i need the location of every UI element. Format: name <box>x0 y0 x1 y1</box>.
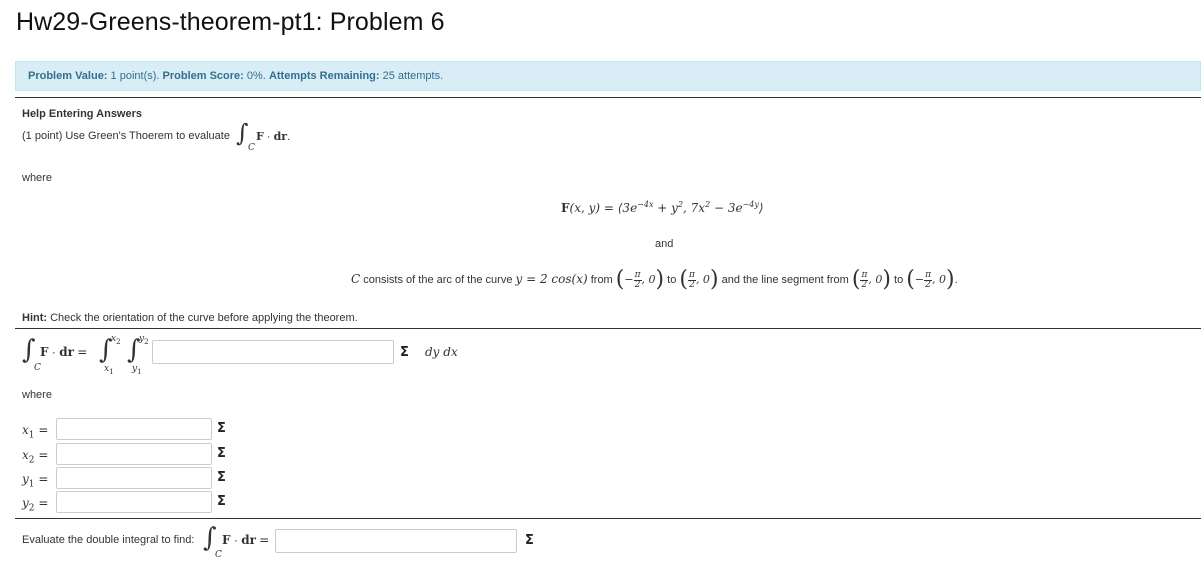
help-entering-answers-link[interactable]: Help Entering Answers <box>22 108 143 120</box>
equation-editor-icon[interactable]: Σ <box>217 494 226 509</box>
intro-text: (1 point) Use Green's Thoerem to evaluate <box>22 130 230 142</box>
x2-input[interactable] <box>56 443 212 465</box>
upper-limit-x2: $x_2$ <box>111 334 121 346</box>
lower-limit-y1: $y_1$ <box>132 364 142 376</box>
inner-integral-icon: ∫ <box>127 335 141 365</box>
integral-subscript-c: C <box>215 550 222 560</box>
equation-editor-icon[interactable]: Σ <box>400 345 409 360</box>
lower-limit-x1: $x_1$ <box>104 364 114 376</box>
divider-bottom <box>15 518 1201 519</box>
where-text: where <box>22 172 52 184</box>
line-integral-icon: ∫ <box>22 335 36 365</box>
equation-editor-icon[interactable]: Σ <box>217 446 226 461</box>
line-integral-icon: ∫ <box>203 523 217 553</box>
problem-value-label: Problem Value: <box>28 70 108 82</box>
page-title: Hw29-Greens-theorem-pt1: Problem 6 <box>16 8 445 36</box>
upper-limit-y2: $y_2$ <box>139 334 149 346</box>
integral-subscript-c: C <box>34 363 41 373</box>
banner-text <box>28 70 443 82</box>
x1-label: $x_1$ = <box>22 423 49 441</box>
integrand-input[interactable] <box>152 340 394 364</box>
problem-score-label: Problem Score: <box>162 70 244 82</box>
divider-top <box>15 97 1201 98</box>
outer-integral-icon: ∫ <box>99 335 113 365</box>
problem-score: 0%. <box>246 70 266 82</box>
y1-label: $y_1$ = <box>22 472 49 490</box>
x1-input[interactable] <box>56 418 212 440</box>
where-text-2: where <box>22 389 52 401</box>
equation-editor-icon[interactable]: Σ <box>217 421 226 436</box>
f-dr-equals-final: F · dr = <box>222 533 270 547</box>
problem-info-banner <box>15 61 1201 91</box>
vector-field-formula: F(x, $y) = ⟨3e^{-4x} + y^2$, $7x^2$ − $3e^{-4y}⟩$ <box>561 200 764 215</box>
divider-middle <box>15 328 1201 329</box>
segment-text: and the line segment from <box>721 274 849 286</box>
result-input[interactable] <box>275 529 517 553</box>
x2-label: $x_2$ = <box>22 448 49 466</box>
from-text: from <box>590 274 613 286</box>
to-text: to <box>667 274 677 286</box>
y2-input[interactable] <box>56 491 212 513</box>
line-integral-icon: ∫ <box>236 119 249 147</box>
curve-prefix: consists of the arc of the curve <box>363 274 513 286</box>
hint <box>22 312 358 324</box>
hint-text: Check the orientation of the curve before applying the theorem. <box>50 312 358 324</box>
problem-value: 1 point(s). <box>110 70 160 82</box>
curve-description: C consists of the arc of the curve y = 2 cos(x) from (− $\frac{\pi}{2}$ , 0) to ( $\frac{\pi}{2}$ , 0) and the line segment from ( $\frac{\pi}{2}$ , 0) to (− $\frac{\pi}{2}$ , 0). <box>351 267 958 293</box>
evaluate-text: Evaluate the double integral to find: <box>22 534 195 546</box>
f-dr-equals: F · dr = <box>40 345 88 359</box>
problem-intro <box>22 130 230 142</box>
attempts-remaining: 25 attempts. <box>382 70 444 82</box>
integrand-f-dr: F · dr. <box>256 130 291 143</box>
attempts-label: Attempts Remaining: <box>268 70 380 82</box>
dy-dx-text: dy dx <box>425 345 458 359</box>
and-text: and <box>655 238 674 250</box>
y2-label: $y_2$ = <box>22 496 49 514</box>
y1-input[interactable] <box>56 467 212 489</box>
hint-label: Hint: <box>22 312 48 324</box>
integral-subscript-c: C <box>248 143 255 153</box>
equation-editor-icon[interactable]: Σ <box>525 533 534 548</box>
equation-editor-icon[interactable]: Σ <box>217 470 226 485</box>
